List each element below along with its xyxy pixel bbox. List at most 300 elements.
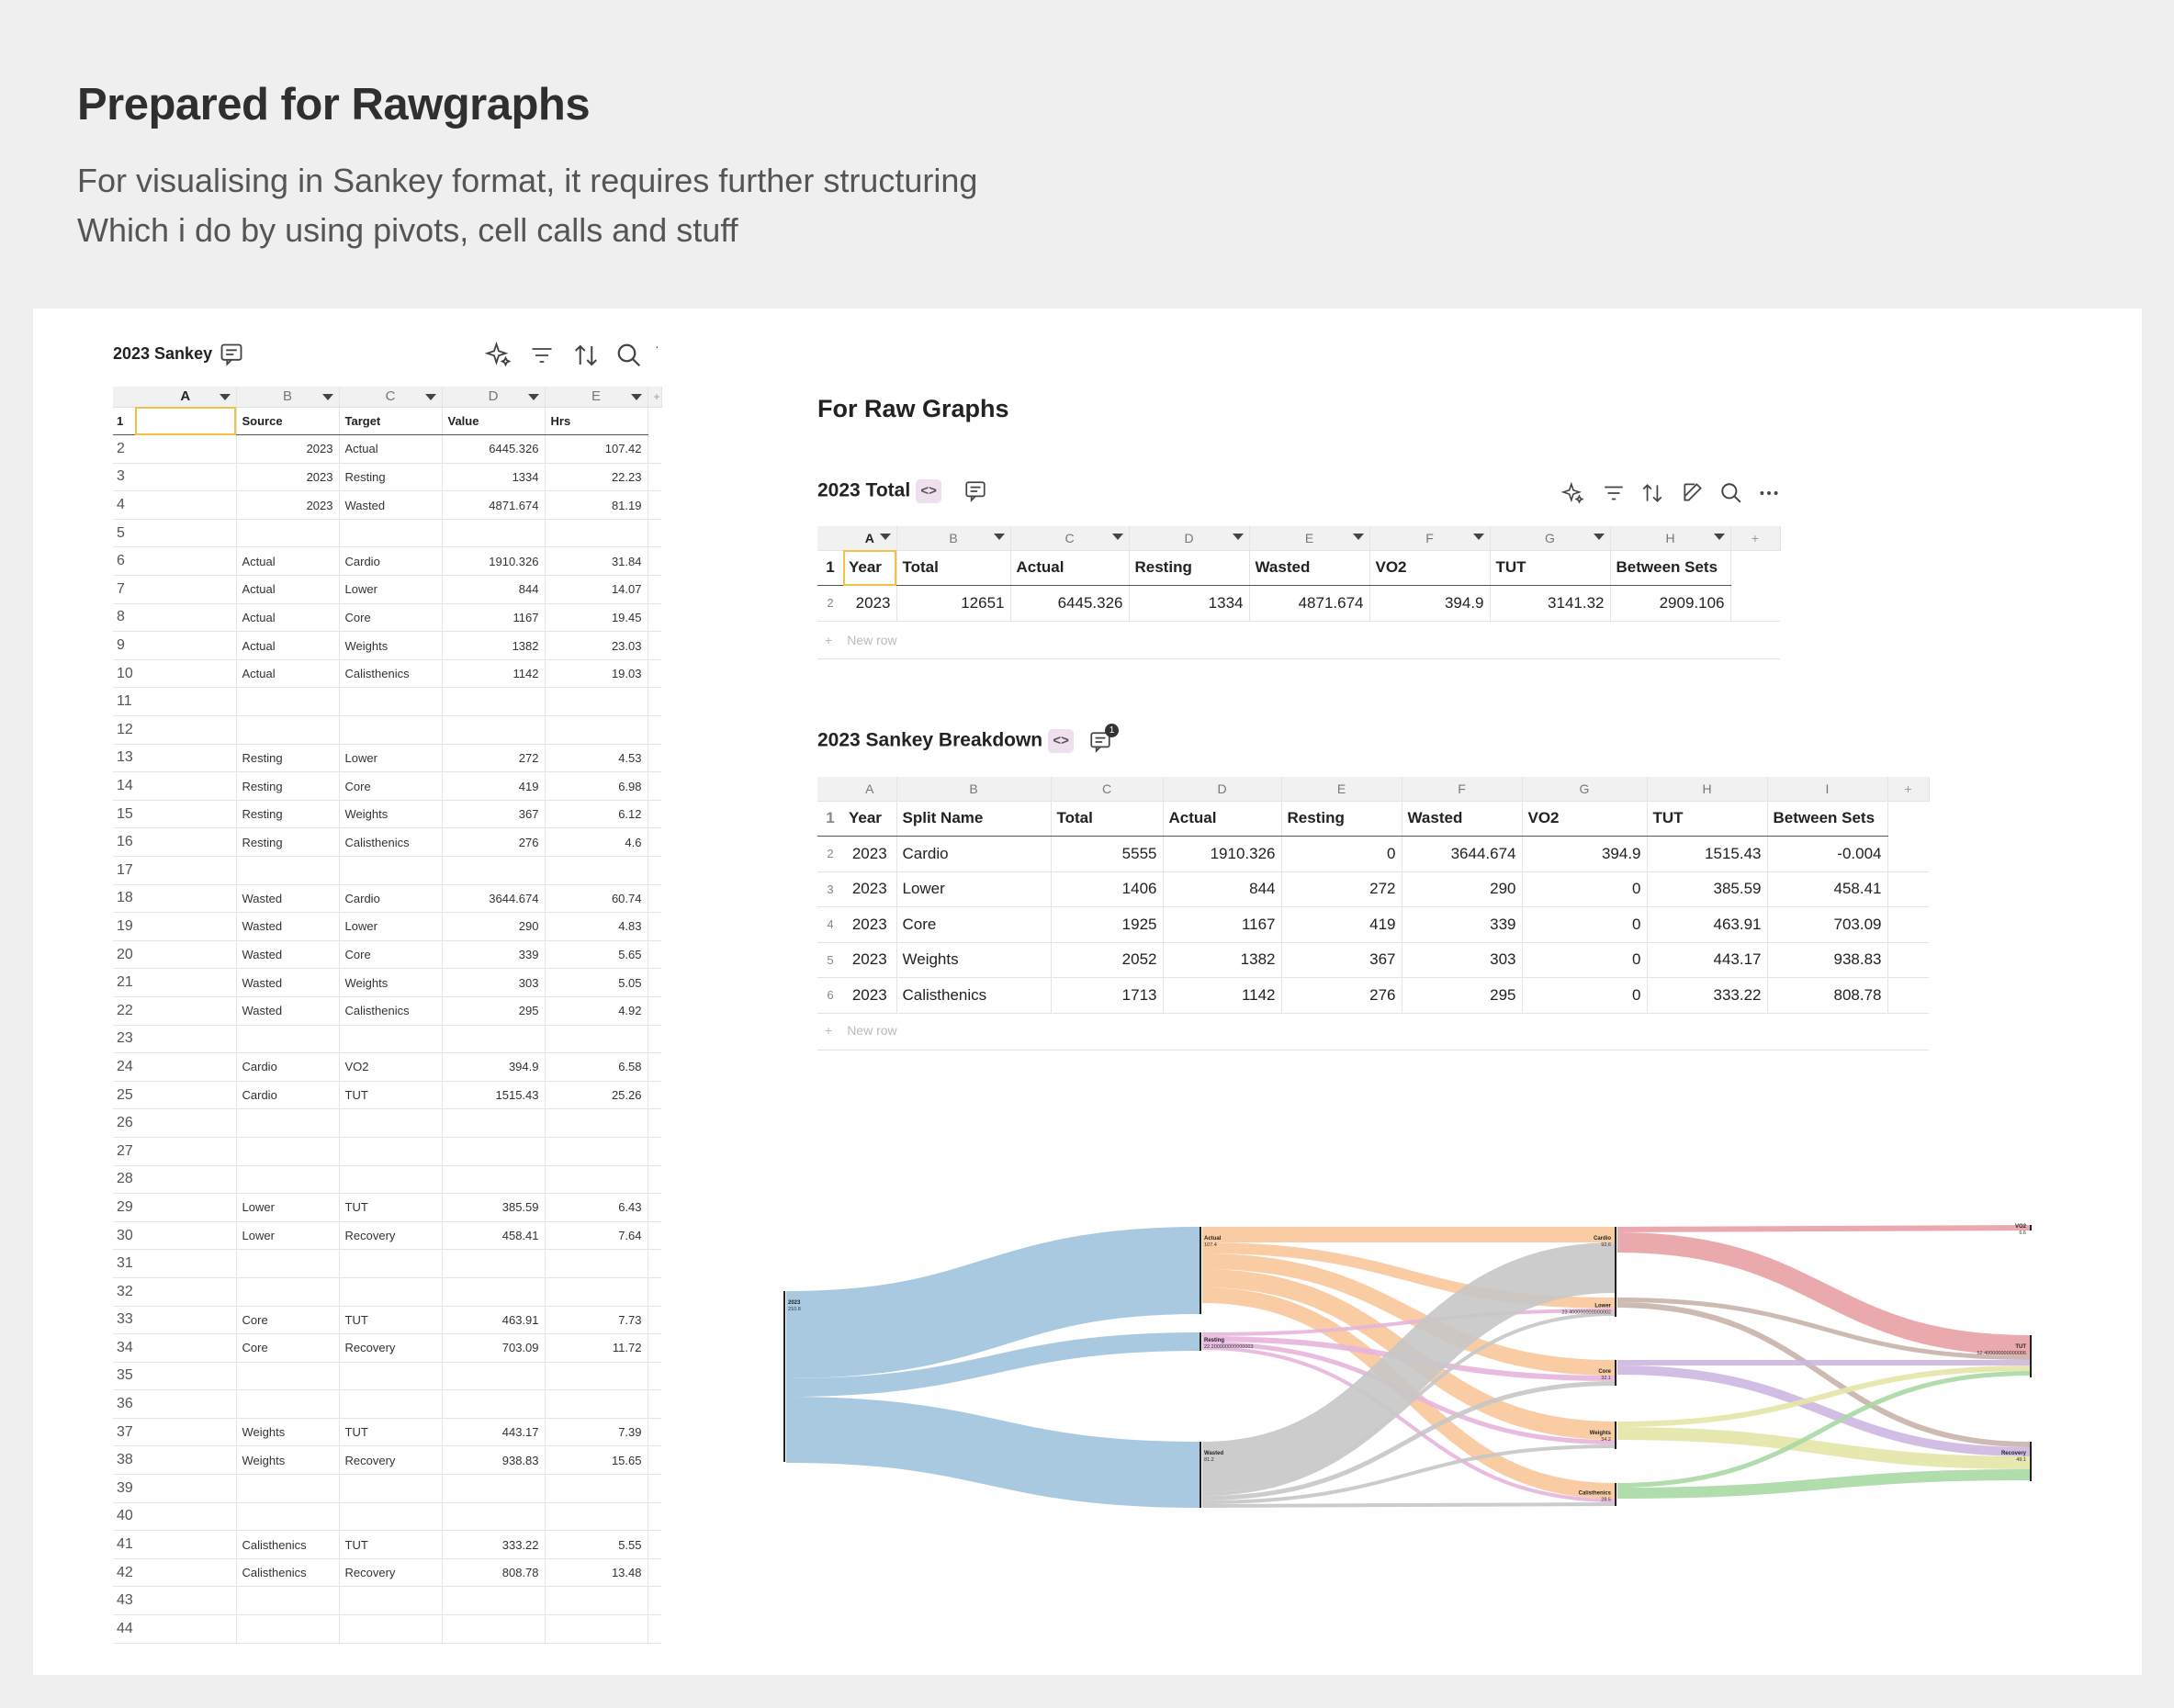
cell[interactable] [339, 1137, 442, 1165]
cell[interactable] [135, 828, 236, 857]
cell[interactable]: 4.92 [545, 996, 648, 1025]
cell[interactable] [236, 1165, 339, 1194]
cell[interactable] [339, 519, 442, 547]
row-number[interactable]: 40 [113, 1502, 135, 1531]
cell[interactable] [545, 688, 648, 716]
cell[interactable]: 938.83 [442, 1446, 545, 1475]
cell[interactable] [236, 1025, 339, 1053]
cell[interactable]: Lower [339, 744, 442, 772]
row-number[interactable]: 21 [113, 969, 135, 997]
cell[interactable]: 385.59 [1647, 871, 1767, 907]
cell[interactable]: 385.59 [442, 1194, 545, 1222]
cell[interactable] [135, 1446, 236, 1475]
cell[interactable]: Lower [236, 1194, 339, 1222]
edit-icon[interactable] [1681, 480, 1705, 504]
cell[interactable]: 303 [442, 969, 545, 997]
row-number[interactable]: 36 [113, 1390, 135, 1419]
col-header-D[interactable]: D [442, 387, 545, 407]
header-cell[interactable]: Wasted [1249, 550, 1369, 586]
row-number[interactable]: 3 [113, 463, 135, 491]
cell[interactable]: 13.48 [545, 1558, 648, 1587]
cell[interactable] [236, 1250, 339, 1278]
cell[interactable] [135, 1053, 236, 1082]
cell[interactable]: 419 [442, 772, 545, 801]
cell[interactable]: 2023 [843, 837, 896, 872]
cell[interactable] [236, 1362, 339, 1390]
col-header-F[interactable]: F [1369, 526, 1490, 550]
col-header-G[interactable]: G [1522, 777, 1647, 801]
cell[interactable]: Calisthenics [896, 978, 1051, 1014]
row-number[interactable]: 37 [113, 1418, 135, 1446]
cell[interactable] [135, 1418, 236, 1446]
row-number[interactable]: 7 [113, 576, 135, 604]
cell[interactable]: 6.12 [545, 800, 648, 828]
row-number[interactable]: 11 [113, 688, 135, 716]
col-header-C[interactable]: C [1051, 777, 1163, 801]
cell[interactable]: Calisthenics [339, 659, 442, 688]
cell[interactable] [339, 1475, 442, 1503]
cell[interactable]: 2023 [843, 978, 896, 1014]
row-number[interactable]: 15 [113, 800, 135, 828]
add-column-button[interactable]: + [1730, 526, 1780, 550]
cell[interactable]: 1910.326 [442, 547, 545, 576]
cell[interactable] [236, 519, 339, 547]
cell[interactable] [135, 800, 236, 828]
cell[interactable] [135, 603, 236, 632]
cell[interactable]: 7.73 [545, 1306, 648, 1334]
new-row-button[interactable]: + New row [825, 633, 897, 647]
cell[interactable]: 60.74 [545, 884, 648, 913]
new-row-button[interactable]: + New row [825, 1023, 897, 1038]
cell[interactable]: 5.65 [545, 940, 648, 969]
cell[interactable]: 11.72 [545, 1334, 648, 1363]
cell[interactable] [236, 688, 339, 716]
add-column-button[interactable]: + [648, 387, 661, 407]
cell[interactable]: Recovery [339, 1221, 442, 1250]
cell[interactable] [135, 940, 236, 969]
row-number[interactable]: 38 [113, 1446, 135, 1475]
cell[interactable]: Resting [339, 463, 442, 491]
cell[interactable] [135, 1558, 236, 1587]
cell[interactable]: TUT [339, 1306, 442, 1334]
cell[interactable]: 938.83 [1767, 942, 1887, 978]
comment-icon[interactable] [219, 342, 244, 367]
cell[interactable]: 2909.106 [1610, 586, 1730, 622]
col-header-A[interactable]: A [843, 526, 896, 550]
cell[interactable]: -0.004 [1767, 837, 1887, 872]
cell[interactable]: Recovery [339, 1334, 442, 1363]
cell[interactable]: Core [339, 772, 442, 801]
cell[interactable] [135, 1109, 236, 1138]
cell[interactable]: Recovery [339, 1446, 442, 1475]
cell[interactable] [236, 1615, 339, 1644]
cell[interactable]: 2023 [236, 491, 339, 520]
header-cell[interactable]: Year [843, 801, 896, 837]
cell[interactable]: Weights [339, 969, 442, 997]
cell[interactable] [442, 1587, 545, 1615]
cell[interactable] [135, 659, 236, 688]
cell[interactable] [135, 857, 236, 885]
cell[interactable]: 107.42 [545, 435, 648, 464]
sparkle-icon[interactable] [1561, 481, 1585, 505]
row-number[interactable]: 4 [113, 491, 135, 520]
cell[interactable] [135, 435, 236, 464]
cell[interactable]: Core [236, 1334, 339, 1363]
cell[interactable]: Actual [236, 576, 339, 604]
cell[interactable] [135, 744, 236, 772]
cell[interactable] [545, 857, 648, 885]
cell[interactable] [135, 1137, 236, 1165]
header-cell[interactable]: Year [843, 550, 896, 586]
header-cell[interactable]: Total [896, 550, 1010, 586]
row-number[interactable]: 31 [113, 1250, 135, 1278]
cell[interactable]: Lower [339, 576, 442, 604]
cell[interactable] [135, 1277, 236, 1306]
cell[interactable] [339, 1109, 442, 1138]
cell[interactable]: 23.03 [545, 632, 648, 660]
cell[interactable]: 394.9 [1369, 586, 1490, 622]
cell[interactable]: 367 [442, 800, 545, 828]
cell[interactable] [545, 1362, 648, 1390]
cell[interactable]: 0 [1522, 978, 1647, 1014]
cell[interactable]: 1515.43 [442, 1081, 545, 1109]
col-header-I[interactable]: I [1767, 777, 1887, 801]
row-number[interactable]: 26 [113, 1109, 135, 1138]
col-header-H[interactable]: H [1610, 526, 1730, 550]
cell[interactable] [236, 1390, 339, 1419]
cell[interactable] [442, 519, 545, 547]
cell[interactable] [442, 1277, 545, 1306]
cell[interactable] [545, 1390, 648, 1419]
sort-icon[interactable] [1640, 481, 1664, 505]
cell[interactable]: TUT [339, 1194, 442, 1222]
cell[interactable]: Wasted [236, 996, 339, 1025]
search-icon[interactable] [615, 342, 643, 369]
cell[interactable] [135, 576, 236, 604]
cell[interactable] [339, 688, 442, 716]
cell[interactable] [545, 1615, 648, 1644]
row-number[interactable]: 32 [113, 1277, 135, 1306]
row-number[interactable]: 10 [113, 659, 135, 688]
cell[interactable] [339, 1250, 442, 1278]
row-number[interactable]: 35 [113, 1362, 135, 1390]
cell[interactable] [442, 857, 545, 885]
cell[interactable]: Wasted [236, 913, 339, 941]
cell[interactable]: 1334 [1129, 586, 1249, 622]
row-number[interactable]: 27 [113, 1137, 135, 1165]
cell[interactable] [236, 1587, 339, 1615]
cell[interactable] [135, 1615, 236, 1644]
cell[interactable]: Resting [236, 800, 339, 828]
cell[interactable]: 1167 [1163, 907, 1281, 943]
row-number[interactable]: 33 [113, 1306, 135, 1334]
cell[interactable] [442, 1025, 545, 1053]
row-number[interactable]: 6 [113, 547, 135, 576]
cell[interactable] [135, 772, 236, 801]
cell[interactable]: 303 [1402, 942, 1522, 978]
cell[interactable] [339, 1587, 442, 1615]
cell[interactable]: 1406 [1051, 871, 1163, 907]
header-cell[interactable]: Resting [1129, 550, 1249, 586]
cell[interactable] [339, 1502, 442, 1531]
cell[interactable]: 31.84 [545, 547, 648, 576]
cell[interactable] [135, 1587, 236, 1615]
cell[interactable]: TUT [339, 1418, 442, 1446]
cell[interactable]: Weights [896, 942, 1051, 978]
cell[interactable]: 7.39 [545, 1418, 648, 1446]
cell[interactable]: 703.09 [442, 1334, 545, 1363]
cell[interactable] [135, 491, 236, 520]
filter-icon[interactable] [529, 343, 555, 368]
cell[interactable] [545, 716, 648, 745]
cell[interactable]: Calisthenics [339, 996, 442, 1025]
cell[interactable] [442, 1502, 545, 1531]
row-number[interactable]: 9 [113, 632, 135, 660]
cell[interactable]: Wasted [339, 491, 442, 520]
cell[interactable]: Core [236, 1306, 339, 1334]
cell[interactable] [135, 1334, 236, 1363]
col-header-C[interactable]: C [339, 387, 442, 407]
cell[interactable] [135, 1531, 236, 1559]
cell[interactable]: Wasted [236, 940, 339, 969]
row-number[interactable]: 29 [113, 1194, 135, 1222]
cell[interactable]: 367 [1281, 942, 1402, 978]
cell[interactable]: 458.41 [442, 1221, 545, 1250]
cell[interactable]: VO2 [339, 1053, 442, 1082]
cell[interactable] [442, 1362, 545, 1390]
cell[interactable]: 272 [1281, 871, 1402, 907]
header-cell[interactable]: Hrs [545, 407, 648, 435]
cell[interactable]: 339 [1402, 907, 1522, 943]
cell[interactable]: 4.83 [545, 913, 648, 941]
cell[interactable]: 463.91 [1647, 907, 1767, 943]
cell[interactable] [135, 688, 236, 716]
cell[interactable]: 1925 [1051, 907, 1163, 943]
cell[interactable]: 22.23 [545, 463, 648, 491]
cell[interactable]: 3644.674 [1402, 837, 1522, 872]
cell[interactable] [442, 1390, 545, 1419]
cell[interactable]: Resting [236, 744, 339, 772]
cell[interactable]: 0 [1522, 871, 1647, 907]
header-cell[interactable]: TUT [1490, 550, 1610, 586]
cell[interactable] [545, 1475, 648, 1503]
row-number[interactable]: 39 [113, 1475, 135, 1503]
cell[interactable]: 1167 [442, 603, 545, 632]
cell[interactable] [545, 1109, 648, 1138]
cell[interactable]: 6.58 [545, 1053, 648, 1082]
cell[interactable]: 19.45 [545, 603, 648, 632]
cell[interactable]: 295 [442, 996, 545, 1025]
cell[interactable]: TUT [339, 1081, 442, 1109]
cell[interactable]: 0 [1522, 942, 1647, 978]
header-cell[interactable]: Wasted [1402, 801, 1522, 837]
cell[interactable]: Calisthenics [339, 828, 442, 857]
cell[interactable]: Cardio [339, 884, 442, 913]
cell[interactable] [442, 1615, 545, 1644]
cell[interactable] [135, 884, 236, 913]
col-header-G[interactable]: G [1490, 526, 1610, 550]
header-cell[interactable]: Between Sets [1767, 801, 1887, 837]
cell[interactable]: 12651 [896, 586, 1010, 622]
cell[interactable]: 2023 [843, 586, 896, 622]
cell[interactable]: TUT [339, 1531, 442, 1559]
cell[interactable]: 5.55 [545, 1531, 648, 1559]
cell[interactable] [135, 547, 236, 576]
cell[interactable]: 394.9 [1522, 837, 1647, 872]
cell[interactable] [545, 1165, 648, 1194]
col-header-B[interactable]: B [896, 777, 1051, 801]
cell[interactable]: 19.03 [545, 659, 648, 688]
cell[interactable]: 4871.674 [442, 491, 545, 520]
cell[interactable]: 1142 [442, 659, 545, 688]
cell[interactable]: 272 [442, 744, 545, 772]
cell[interactable]: Weights [339, 632, 442, 660]
row-number[interactable]: 16 [113, 828, 135, 857]
cell[interactable]: 5555 [1051, 837, 1163, 872]
cell[interactable] [442, 1109, 545, 1138]
cell[interactable]: Weights [236, 1418, 339, 1446]
cell[interactable]: 1382 [1163, 942, 1281, 978]
cell[interactable]: Resting [236, 772, 339, 801]
row-number[interactable]: 13 [113, 744, 135, 772]
col-header-D[interactable]: D [1163, 777, 1281, 801]
row-number[interactable]: 8 [113, 603, 135, 632]
cell[interactable] [135, 1362, 236, 1390]
cell[interactable] [236, 1475, 339, 1503]
cell[interactable] [236, 716, 339, 745]
cell[interactable]: 1713 [1051, 978, 1163, 1014]
header-cell[interactable]: Between Sets [1610, 550, 1730, 586]
cell[interactable]: 7.64 [545, 1221, 648, 1250]
cell[interactable]: 2023 [843, 871, 896, 907]
cell[interactable] [135, 1502, 236, 1531]
cell[interactable]: Resting [236, 828, 339, 857]
cell[interactable] [236, 1502, 339, 1531]
cell[interactable] [339, 1390, 442, 1419]
cell[interactable]: Calisthenics [236, 1531, 339, 1559]
row-number[interactable]: 17 [113, 857, 135, 885]
more-icon[interactable] [1757, 481, 1781, 505]
cell[interactable]: 333.22 [442, 1531, 545, 1559]
col-header-A[interactable]: A [135, 387, 236, 407]
filter-icon[interactable] [1602, 481, 1626, 505]
cell[interactable]: 2023 [236, 463, 339, 491]
col-header-C[interactable]: C [1010, 526, 1129, 550]
cell[interactable] [135, 519, 236, 547]
cell[interactable] [236, 1277, 339, 1306]
cell[interactable]: 290 [442, 913, 545, 941]
cell[interactable] [339, 1165, 442, 1194]
cell[interactable]: 15.65 [545, 1446, 648, 1475]
row-number[interactable]: 30 [113, 1221, 135, 1250]
cell[interactable]: 25.26 [545, 1081, 648, 1109]
cell[interactable]: Lower [339, 913, 442, 941]
cell[interactable] [135, 463, 236, 491]
code-icon[interactable]: <> [1048, 729, 1074, 753]
cell[interactable]: Cardio [236, 1081, 339, 1109]
cell[interactable]: Calisthenics [236, 1558, 339, 1587]
cell[interactable]: 1142 [1163, 978, 1281, 1014]
cell[interactable]: 443.17 [442, 1418, 545, 1446]
header-cell[interactable]: Target [339, 407, 442, 435]
cell[interactable]: Actual [236, 632, 339, 660]
cell[interactable]: Weights [339, 800, 442, 828]
row-number[interactable]: 23 [113, 1025, 135, 1053]
cell[interactable] [442, 1165, 545, 1194]
cell[interactable]: Lower [236, 1221, 339, 1250]
cell[interactable]: 1910.326 [1163, 837, 1281, 872]
cell[interactable] [339, 1277, 442, 1306]
cell[interactable]: 463.91 [442, 1306, 545, 1334]
header-cell[interactable]: TUT [1647, 801, 1767, 837]
cell[interactable] [135, 716, 236, 745]
cell[interactable]: 0 [1281, 837, 1402, 872]
cell[interactable]: 4871.674 [1249, 586, 1369, 622]
cell[interactable]: 2052 [1051, 942, 1163, 978]
cell[interactable]: Actual [236, 659, 339, 688]
row-number[interactable]: 14 [113, 772, 135, 801]
cell[interactable]: Lower [896, 871, 1051, 907]
cell[interactable]: 333.22 [1647, 978, 1767, 1014]
cell[interactable]: 0 [1522, 907, 1647, 943]
row-number[interactable]: 43 [113, 1587, 135, 1615]
cell[interactable] [236, 1109, 339, 1138]
cell[interactable]: 808.78 [1767, 978, 1887, 1014]
cell[interactable]: 276 [442, 828, 545, 857]
cell[interactable]: Actual [236, 547, 339, 576]
cell[interactable] [135, 913, 236, 941]
cell[interactable]: 3644.674 [442, 884, 545, 913]
cell[interactable]: 703.09 [1767, 907, 1887, 943]
header-cell[interactable]: Split Name [896, 801, 1051, 837]
row-number[interactable]: 44 [113, 1615, 135, 1644]
add-column-button[interactable]: + [1887, 777, 1929, 801]
row-number[interactable]: 5 [113, 519, 135, 547]
cell[interactable]: Recovery [339, 1558, 442, 1587]
cell[interactable]: Wasted [236, 884, 339, 913]
row-number[interactable]: 41 [113, 1531, 135, 1559]
header-cell[interactable]: VO2 [1522, 801, 1647, 837]
cell[interactable] [545, 1250, 648, 1278]
cell[interactable]: 14.07 [545, 576, 648, 604]
cell[interactable]: 295 [1402, 978, 1522, 1014]
cell[interactable]: Cardio [339, 547, 442, 576]
row-number[interactable]: 22 [113, 996, 135, 1025]
row-number[interactable]: 19 [113, 913, 135, 941]
col-header-B[interactable]: B [896, 526, 1010, 550]
cell[interactable] [339, 1362, 442, 1390]
cell[interactable] [545, 1277, 648, 1306]
cell[interactable] [339, 716, 442, 745]
cell-A1[interactable] [135, 407, 236, 435]
cell[interactable]: 5.05 [545, 969, 648, 997]
cell[interactable] [442, 716, 545, 745]
sparkle-icon[interactable] [485, 341, 513, 368]
cell[interactable] [545, 1025, 648, 1053]
cell[interactable] [135, 1165, 236, 1194]
cell[interactable]: 6445.326 [442, 435, 545, 464]
cell[interactable] [339, 857, 442, 885]
cell[interactable]: Wasted [236, 969, 339, 997]
cell[interactable] [135, 969, 236, 997]
cell[interactable]: Core [339, 940, 442, 969]
header-cell[interactable]: Source [236, 407, 339, 435]
cell[interactable]: Weights [236, 1446, 339, 1475]
col-header-A[interactable]: A [843, 777, 896, 801]
cell[interactable]: 844 [442, 576, 545, 604]
cell[interactable] [236, 857, 339, 885]
cell[interactable] [545, 1502, 648, 1531]
